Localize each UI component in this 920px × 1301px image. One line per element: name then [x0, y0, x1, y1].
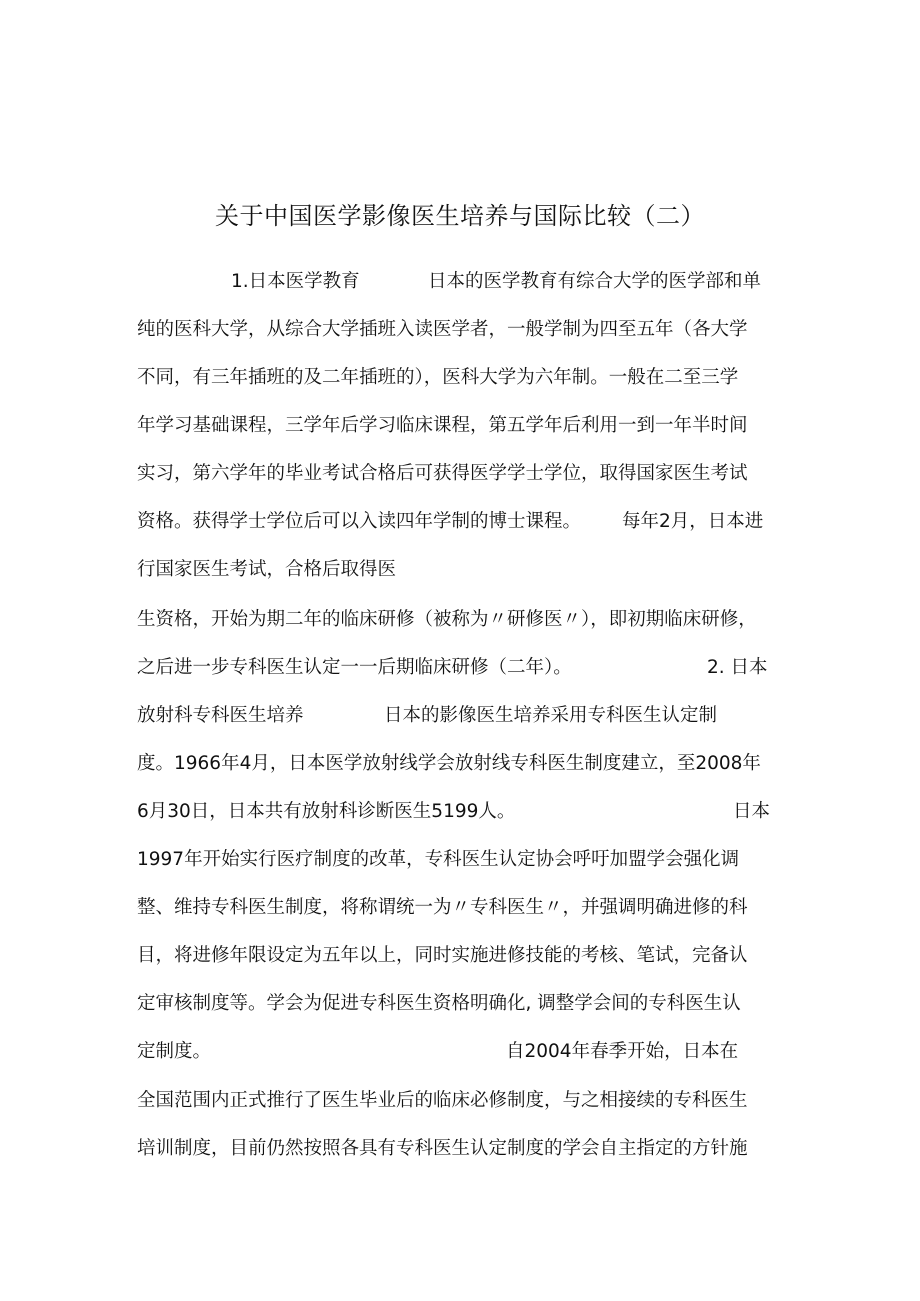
text-line: 生资格，开始为期二年的临床研修（被称为〃研修医〃），即初期临床研修， [137, 609, 757, 630]
text-line: 定审核制度等。学会为促进专科医生资格明确化, 调整学会间的专科医生认 [137, 993, 741, 1014]
text-line: 目，将进修年限设定为五年以上，同时实施进修技能的考核、笔试，完备认 [137, 945, 748, 966]
text-line: 不同，有三年插班的及二年插班的），医科大学为六年制。一般在二至三学 [137, 367, 739, 388]
text-line: 日本的影像医生培养采用专科医生认定制 [384, 705, 718, 726]
text-line: 1997年开始实行医疗制度的改革，专科医生认定协会呼吁加盟学会强化调 [137, 849, 740, 870]
text-line: 度。1966年4月，日本医学放射线学会放射线专科医生制度建立，至2008年 [137, 753, 761, 774]
text-line: 全国范围内正式推行了医生毕业后的临床必修制度，与之相接续的专科医生 [137, 1090, 748, 1111]
text-line: 整、维持专科医生制度，将称谓统一为〃专科医生〃，并强调明确进修的科 [137, 897, 748, 918]
text-line: 年学习基础课程，三学年后学习临床课程，第五学年后利用一到一年半时间 [137, 415, 748, 436]
text-line: 6月30日，日本共有放射科诊断医生5199人。 [137, 801, 516, 822]
text-line: 培训制度，目前仍然按照各具有专科医生认定制度的学会自主指定的方针施 [137, 1138, 748, 1159]
text-line: 行国家医生考试，合格后取得医 [137, 559, 397, 580]
text-line: 纯的医科大学，从综合大学插班入读医学者，一般学制为四至五年（各大学 [137, 319, 748, 340]
text-line: 日本 [733, 801, 771, 822]
section-heading-2: 2. 日本 [707, 657, 768, 678]
section-heading-1: 1.日本医学教育 [231, 271, 360, 292]
text-line: 每年2月，日本进 [622, 511, 764, 532]
text-line: 定制度。 [137, 1041, 212, 1062]
text-line: 实习，第六学年的毕业考试合格后可获得医学学士学位，取得国家医生考试 [137, 463, 748, 484]
section-heading-2-cont: 放射科专科医生培养 [137, 705, 304, 726]
text-line: 日本的医学教育有综合大学的医学部和单 [428, 271, 762, 292]
document-title: 关于中国医学影像医生培养与国际比较（二） [215, 202, 705, 230]
text-line: 自2004年春季开始，日本在 [506, 1041, 739, 1062]
text-line: 资格。获得学士学位后可以入读四年学制的博士课程。 [137, 511, 582, 532]
text-line: 之后进一步专科医生认定一一后期临床研修（二年）。 [137, 657, 572, 678]
